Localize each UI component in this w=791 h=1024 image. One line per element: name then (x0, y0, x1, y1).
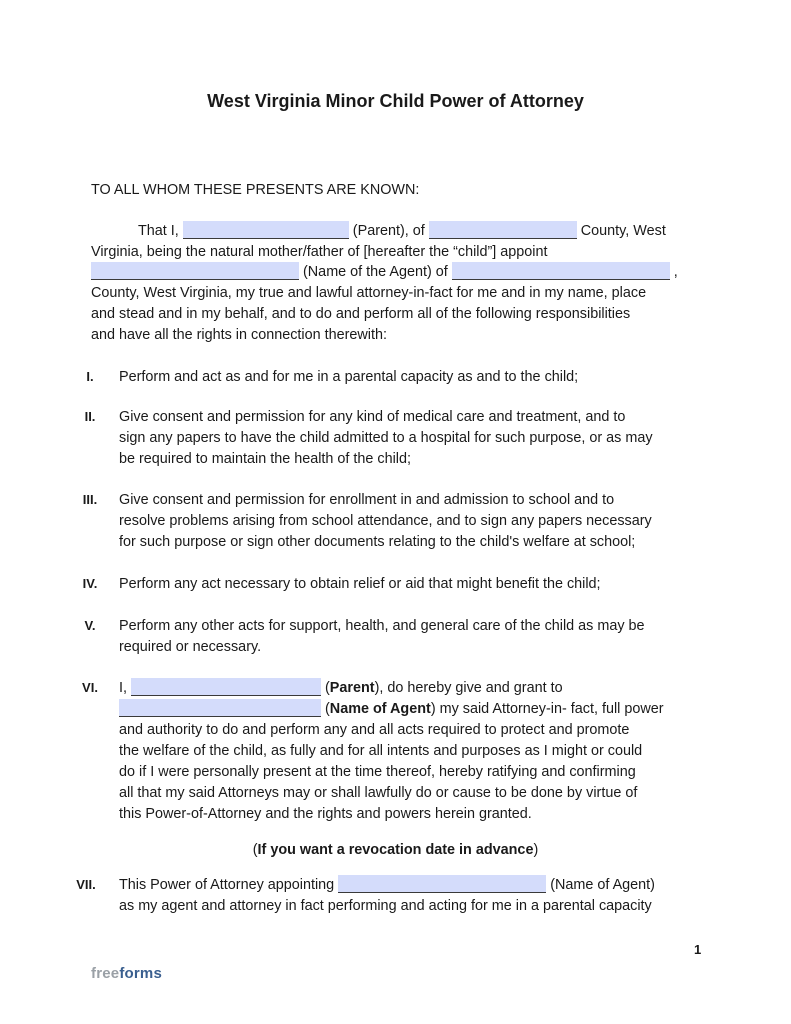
revocation-note (0, 840, 791, 861)
intro-text: (Name of the Agent) of (303, 264, 448, 280)
intro-text: (Parent), of (352, 223, 425, 239)
item-line: Give consent and permission for enrollment in and admission to school and to (119, 492, 615, 508)
item6-line-1 (119, 678, 709, 699)
item-text: This Power of Attorney appointing (119, 877, 335, 893)
item-line: as my agent and attorney in fact performing and acting for me in a parental capacity (119, 898, 652, 914)
intro-line-1 (138, 221, 666, 242)
intro-text: , (673, 264, 678, 280)
intro-line-4: County, West Virginia, my true and lawful attorney-in-fact for me and in my name, place (91, 285, 647, 301)
item-line: the welfare of the child, as fully and for all intents and purposes as I might or could (119, 743, 643, 759)
list-item (119, 490, 709, 553)
intro-text: That I, (138, 223, 179, 239)
agent-name-field[interactable] (91, 262, 299, 280)
logo-text-free: free (91, 965, 120, 982)
item-line: do if I were personally present at the time thereof, hereby ratifying and confirming (119, 764, 636, 780)
item-line: Perform and act as and for me in a parental capacity as and to the child; (119, 369, 579, 385)
paren: ) (533, 842, 539, 858)
item-number: II. (84, 409, 96, 424)
intro-line-6: and have all the rights in connection therewith: (91, 327, 387, 343)
agent-county-field[interactable] (452, 262, 670, 280)
intro-line-5: and stead and in my behalf, and to do and perform all of the following responsibilities (91, 306, 631, 322)
item-line: sign any papers to have the child admitted to a hospital for such purpose, or as may (119, 430, 653, 446)
item-line: and authority to do and perform any and all acts required to protect and promote (119, 722, 630, 738)
item-text: ( (325, 680, 330, 696)
logo-text-forms: forms (119, 965, 163, 982)
item-text: (Name of Agent) (550, 877, 655, 893)
item-number: VI. (82, 680, 98, 695)
agent-label: Name of Agent (329, 701, 431, 717)
item-number: I. (86, 369, 94, 384)
paren: ( (252, 842, 258, 858)
item-line: Give consent and permission for any kind of medical care and treatment, and to (119, 409, 626, 425)
parent-county-field[interactable] (429, 221, 577, 239)
parent-name-field[interactable] (183, 221, 349, 239)
item-text: ( (325, 701, 330, 717)
item-line: Perform any act necessary to obtain relief or aid that might benefit the child; (119, 576, 601, 592)
appointed-agent-field[interactable] (338, 875, 546, 893)
freeforms-logo[interactable] (91, 965, 162, 982)
item-number: VII. (76, 877, 96, 892)
item-line: this Power-of-Attorney and the rights and powers herein granted. (119, 806, 532, 822)
document-title: West Virginia Minor Child Power of Attorney (207, 91, 584, 111)
parent-label: Parent (329, 680, 375, 696)
intro-text: County, West (580, 223, 666, 239)
item-number: IV. (82, 576, 98, 591)
intro-line-3 (91, 262, 678, 283)
list-item (119, 875, 709, 917)
item-number: V. (84, 618, 96, 633)
list-item (119, 616, 709, 658)
item-line: be required to maintain the health of the child; (119, 451, 412, 467)
list-item (119, 678, 709, 825)
grantee-agent-field[interactable] (119, 699, 321, 717)
item-line: required or necessary. (119, 639, 262, 655)
list-item (119, 407, 709, 470)
item-line: resolve problems arising from school attendance, and to sign any papers necessary (119, 513, 652, 529)
item-line: for such purpose or sign other documents relating to the child's welfare at school; (119, 534, 636, 550)
page-number: 1 (694, 942, 702, 957)
item-line: all that my said Attorneys may or shall lawfully do or cause to be done by virtue of (119, 785, 638, 801)
item-text: ), do hereby give and grant to (374, 680, 563, 696)
item7-line-1 (119, 875, 709, 896)
list-item (119, 367, 709, 388)
grantor-parent-field[interactable] (131, 678, 321, 696)
intro-line-2: Virginia, being the natural mother/father of [hereafter the “child”] appoint (91, 244, 548, 260)
item-text: I, (119, 680, 127, 696)
item6-line-2 (119, 699, 709, 720)
list-item (119, 574, 709, 595)
revocation-note-text: If you want a revocation date in advance (257, 842, 534, 858)
item-number: III. (82, 492, 98, 507)
item-line: Perform any other acts for support, health, and general care of the child as may be (119, 618, 645, 634)
item-text: ) my said Attorney-in- fact, full power (430, 701, 664, 717)
salutation: TO ALL WHOM THESE PRESENTS ARE KNOWN: (91, 182, 420, 198)
